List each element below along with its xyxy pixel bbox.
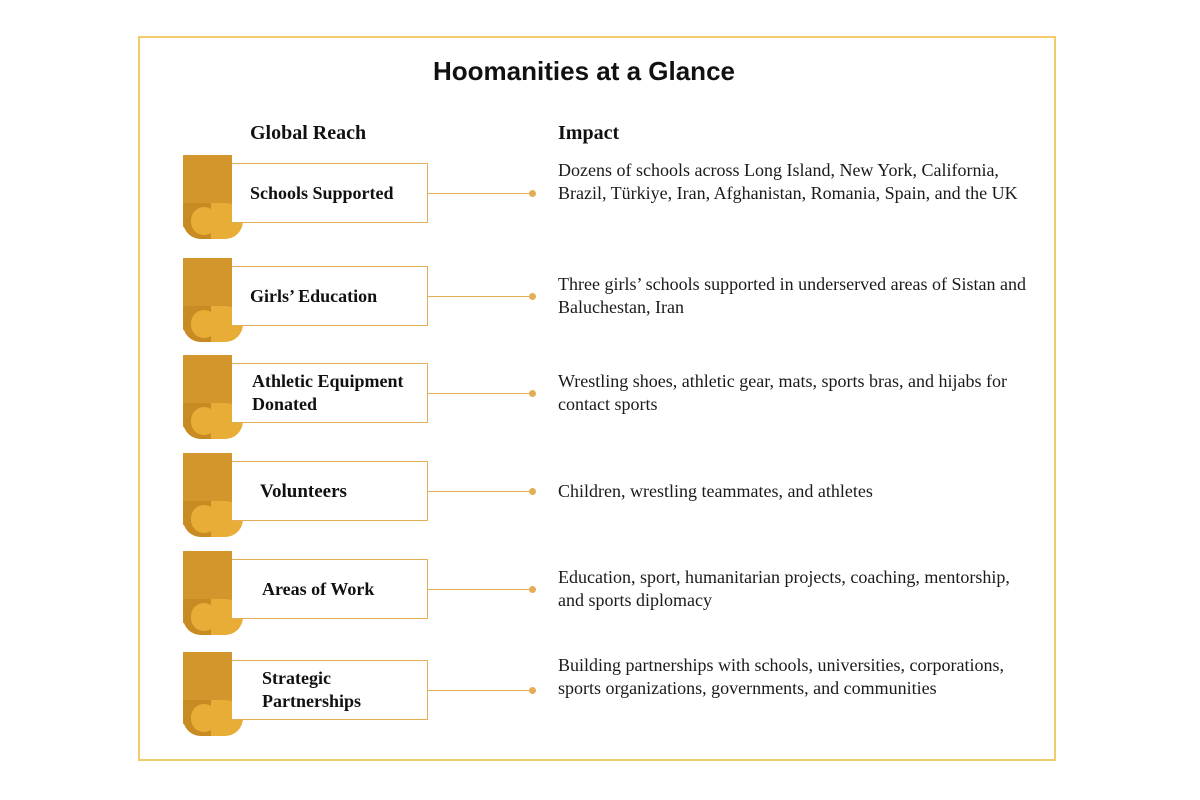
connector-dot xyxy=(529,586,536,593)
impact-text: Children, wrestling teammates, and athletes xyxy=(558,481,873,501)
impact-text: Building partnerships with schools, universities, corporations, sports organizations, governments, and communities xyxy=(558,655,1004,698)
connector-line xyxy=(428,589,532,590)
connector-dot xyxy=(529,190,536,197)
label-box xyxy=(232,266,428,326)
label-line: Schools Supported xyxy=(250,182,394,203)
connector-dot xyxy=(529,293,536,300)
row-volunteers xyxy=(0,453,1200,553)
label-box xyxy=(232,660,428,720)
impact-text: Wrestling shoes, athletic gear, mats, sports bras, and hijabs for contact sports xyxy=(558,371,1007,414)
connector-dot xyxy=(529,488,536,495)
connector-line xyxy=(428,491,532,492)
row-girls-education xyxy=(0,258,1200,358)
label-box xyxy=(232,363,428,423)
row-areas-of-work xyxy=(0,551,1200,651)
connector-dot xyxy=(529,687,536,694)
connector-line xyxy=(428,393,532,394)
label-line: Partnerships xyxy=(262,691,361,711)
label-box xyxy=(232,461,428,521)
label-line: Girls’ Education xyxy=(250,285,378,306)
connector-line xyxy=(428,296,532,297)
row-schools-supported xyxy=(0,155,1200,255)
row-strategic-partnerships xyxy=(0,652,1200,752)
label-line: Strategic xyxy=(262,668,331,688)
page-title: Hoomanities at a Glance xyxy=(433,56,735,86)
connector-dot xyxy=(529,390,536,397)
label-line: Volunteers xyxy=(260,480,347,502)
connector-line xyxy=(428,193,532,194)
label-line: Donated xyxy=(252,394,318,414)
impact-text: Three girls’ schools supported in underserved areas of Sistan and Baluchestan, Iran xyxy=(558,274,1027,317)
column-header-impact: Impact xyxy=(558,122,620,144)
label-line: Athletic Equipment xyxy=(252,371,404,391)
column-header-global-reach: Global Reach xyxy=(250,122,367,144)
label-line: Areas of Work xyxy=(262,578,375,599)
label-box xyxy=(232,163,428,223)
impact-text: Education, sport, humanitarian projects, coaching, mentorship, and sports diplomacy xyxy=(558,567,1010,610)
row-athletic-equipment xyxy=(0,355,1200,455)
connector-line xyxy=(428,690,532,691)
impact-text: Dozens of schools across Long Island, New York, California, Brazil, Türkiye, Iran, Afghanistan, Romania, Spain, and the UK xyxy=(558,160,1018,203)
label-box xyxy=(232,559,428,619)
